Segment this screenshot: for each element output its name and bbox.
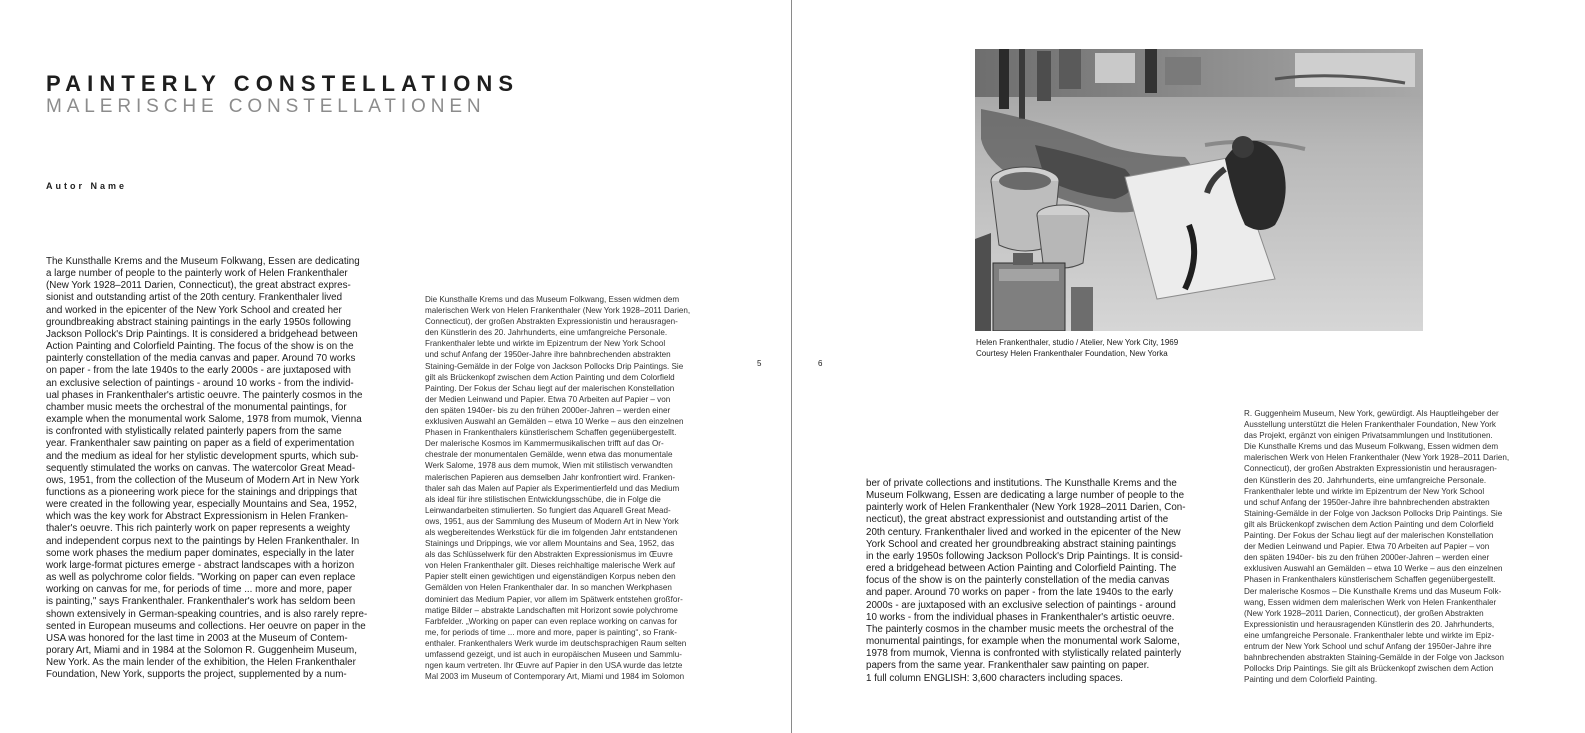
studio-photo [975, 49, 1423, 331]
title-german: MALERISCHE CONSTELLATIONEN [46, 96, 486, 117]
page-number-right: 6 [818, 359, 823, 368]
photo-caption-line-1: Helen Frankenthaler, studio / Atelier, New York City, 1969 [976, 338, 1179, 347]
right-german-column: R. Guggenheim Museum, New York, gewürdigt. Als Hauptleihgeber der Ausstellung unterstützt die Helen Frankenthaler Foundation, New York das Projekt, ergänzt von einigen Privatsammlungen und Institutionen. Die Kunsthalle Krems und das Museum Folkwang, Essen widmen dem malerischen Werk von Helen Frankenthaler (New York 1928–2011 Darien, Connecticut), der großen Abstrakten Expressionistin und herausragen- den Künstlerin des 20. Jahrhunderts, eine umfangreiche Personale. Frankenthaler lebte und wirkte im Epizentrum der New York School und schuf Anfang der 1950er-Jahre ihre bahnbrechenden abstrakten Staining-Gemälde in der Folge von Jackson Pollocks Drip Paintings. Sie gilt als Brückenkopf zwischen dem Action Painting und dem Colorfield Painting. Der Fokus der Schau liegt auf der malerischen Konstellation der Medien Leinwand und Papier. Etwa 70 Arbeiten auf Papier – von den späten 1940er- bis zu den frühen 2000er-Jahren – werden einer exklusiven Auswahl an Gemälden – etwa 10 Werke – aus den einzelnen Phasen in Frankenthalers künstlerischem Schaffen gegenübergestellt. Der malerische Kosmos – Die Kunsthalle Krems und das Museum Folk- wang, Essen widmen dem malerischen Werk von Helen Frankenthaler (New York 1928–2011 Darien, Connecticut), der großen Abstrakten Expressionistin und herausragenden Künstlerin des 20. Jahrhunderts, eine umfangreiche Personale. Frankenthaler lebte und wirkte im Epiz- entrum der New York School und schuf Anfang der 1950er-Jahre ihre bahnbrechenden abstrakten Staining-Gemälde in der Folge von Jackson Pollocks Drip Paintings. Sie gilt als Brückenkopf zwischen dem Action Painting und dem Colorfield Painting. [1244, 409, 1510, 685]
title-english: PAINTERLY CONSTELLATIONS [46, 71, 520, 96]
photo-caption-line-2: Courtesy Helen Frankenthaler Foundation, New Yorka [976, 349, 1168, 358]
left-german-column: Die Kunsthalle Krems und das Museum Folkwang, Essen widmen dem malerischen Werk von Helen Frankenthaler (New York 1928–2011 Darien, Connecticut), der großen Abstrakten Expressionistin und herausragen- den Künstlerin des 20. Jahrhunderts, eine umfangreiche Personale. Frankenthaler lebte und wirkte im Epizentrum der New York School und schuf Anfang der 1950er-Jahre ihre bahnbrechenden abstrakten Staining-Gemälde in der Folge von Jackson Pollocks Drip Paintings. Sie gilt als Brückenkopf zwischen dem Action Painting und dem Colorfield Painting. Der Fokus der Schau liegt auf der malerischen Konstellation der Medien Leinwand und Papier. Etwa 70 Arbeiten auf Papier – von den späten 1940er- bis zu den frühen 2000er-Jahren – werden einer exklusiven Auswahl an Gemälden – etwa 10 Werke – aus den einzelnen Phasen in Frankenthalers künstlerischem Schaffen gegenübergestellt. Der malerische Kosmos im Kammermusikalischen trifft auf das Or- chestrale der monumentalen Gemälde, wenn etwa das monumentale Werk Salome, 1978 aus dem mumok, Wien mit stilistisch verwandten malerischen Papieren aus demselben Jahr konfrontiert wird. Franken- thaler sah das Malen auf Papier als Experimentierfeld und das Medium als ideal für ihre stilistischen Entwicklungsschübe, die in Folge die Leinwandarbeiten stimulierten. So fungiert das Aquarell Great Mead- ows, 1951, aus der Sammlung des Museum of Modern Art in New York als wegbereitendes Werkstück für die im folgenden Jahr entstandenen Stainings und Drippings, wie vor allem Mountains and Sea, 1952, das als das Schlüsselwerk für den Abstrakten Expressionismus im Œuvre von Helen Frankenthaler gilt. Dieses reichhaltige malerische Werk auf Papier stellt einen gewichtigen und eigenständigen Korpus neben den Gemälden von Helen Frankenthaler dar. In so manchen Werkphasen dominiert das Medium Papier, vor allem im Spätwerk entstehen großfor- matige Bilder – abstrakte Landschaften mit Horizont sowie polychrome Farbfelder. „Working on paper can even replace working on canvas for me, for periods of time ... more and more, paper is painting“, so Frank- enthaler. Frankenthalers Werk wurde im deutschsprachigen Raum selten umfassend gezeigt, und ist auch in europäischen Museen und Sammlu- ngen kaum vertreten. Ihr Œuvre auf Papier in den USA wurde das letzte Mal 2003 im Museum of Contemporary Art, Miami und 1984 im Solomon [425, 295, 691, 682]
left-english-column: The Kunsthalle Krems and the Museum Folkwang, Essen are dedicating a large number of people to the painterly work of Helen Frankenthaler (New York 1928–2011 Darien, Connecticut), the great abstract expres- sionist and outstanding artist of the 20th century. Frankenthaler lived and worked in the epicenter of the New York School and created her groundbreaking abstract staining paintings in the early 1950s following Jackson Pollock's Drip Paintings. It is considered a bridgehead between Action Painting and Colorfield Painting. The focus of the show is on the painterly constellation of the media canvas and paper. Around 70 works on paper - from the late 1940s to the early 2000s - are juxtaposed with an exclusive selection of paintings - around 10 works - from the individ- ual phases in Frankenthaler's artistic oeuvre. The painterly cosmos in the chamber music meets the orchestral of the monumental paintings, for example when the monumental work Salome, 1978 from mumok, Vienna is confronted with stylistically related painterly papers from the same year. Frankenthaler saw painting on paper as a field of experimentation and the medium as ideal for her stylistic development spurts, which sub- sequently stimulated the works on canvas. The watercolor Great Mead- ows, 1951, from the collection of the Museum of Modern Art in New York functions as a pioneering work piece for the stainings and drippings that were created in the following year, especially Mountains and Sea, 1952, which was the key work for Abstract Expressionism in Helen Franken- thaler's oeuvre. This rich painterly work on paper represents a weighty and independent corpus next to the paintings by Helen Frankenthaler. In some work phases the medium paper dominates, especially in the later work large-format pictures emerge - abstract landscapes with a horizon as well as polychrome color fields. "Working on paper can even replace working on canvas for me, for periods of time ... more and more, paper is painting," says Frankenthaler. Frankenthaler's work has seldom been shown extensively in German-speaking countries, and is also rarely repre- sented in European museums and collections. Her oeuvre on paper in the USA was honored for the last time in 2003 at the Museum of Contem- porary Art, Miami and in 1984 at the Solomon R. Guggenheim Museum, New York. As the main lender of the exhibition, the Helen Frankenthaler Foundation, New York, supports the project, supplemented by a num- [46, 256, 368, 681]
author-name: Autor Name [46, 181, 128, 191]
right-english-column: ber of private collections and institutions. The Kunsthalle Krems and the Museum Folkwang, Essen are dedicating a large number of people to the painterly work of Helen Frankenthaler (New York 1928–2011 Darien, Con- necticut), the great abstract expressionist and outstanding artist of the 20th century. Frankenthaler lived and worked in the epicenter of the New York School and created her groundbreaking abstract staining paintings in the early 1950s following Jackson Pollock's Drip Paintings. It is consid- ered a bridgehead between Action Painting and Colorfield Painting. The focus of the show is on the painterly constellation of the media canvas and paper. Around 70 works on paper - from the late 1940s to the early 2000s - are juxtaposed with an exclusive selection of paintings - around 10 works - from the individual phases in Frankenthaler's artistic oeuvre. The painterly cosmos in the chamber music meets the orchestral of the monumental paintings, for example when the monumental work Salome, 1978 from mumok, Vienna is confronted with stylistically related painterly papers from the same year. Frankenthaler saw painting on paper. 1 full column ENGLISH: 3,600 characters including spaces. [866, 478, 1186, 684]
page-number-left: 5 [757, 359, 762, 368]
photo-caption [976, 337, 1178, 359]
page-gutter [791, 0, 792, 733]
